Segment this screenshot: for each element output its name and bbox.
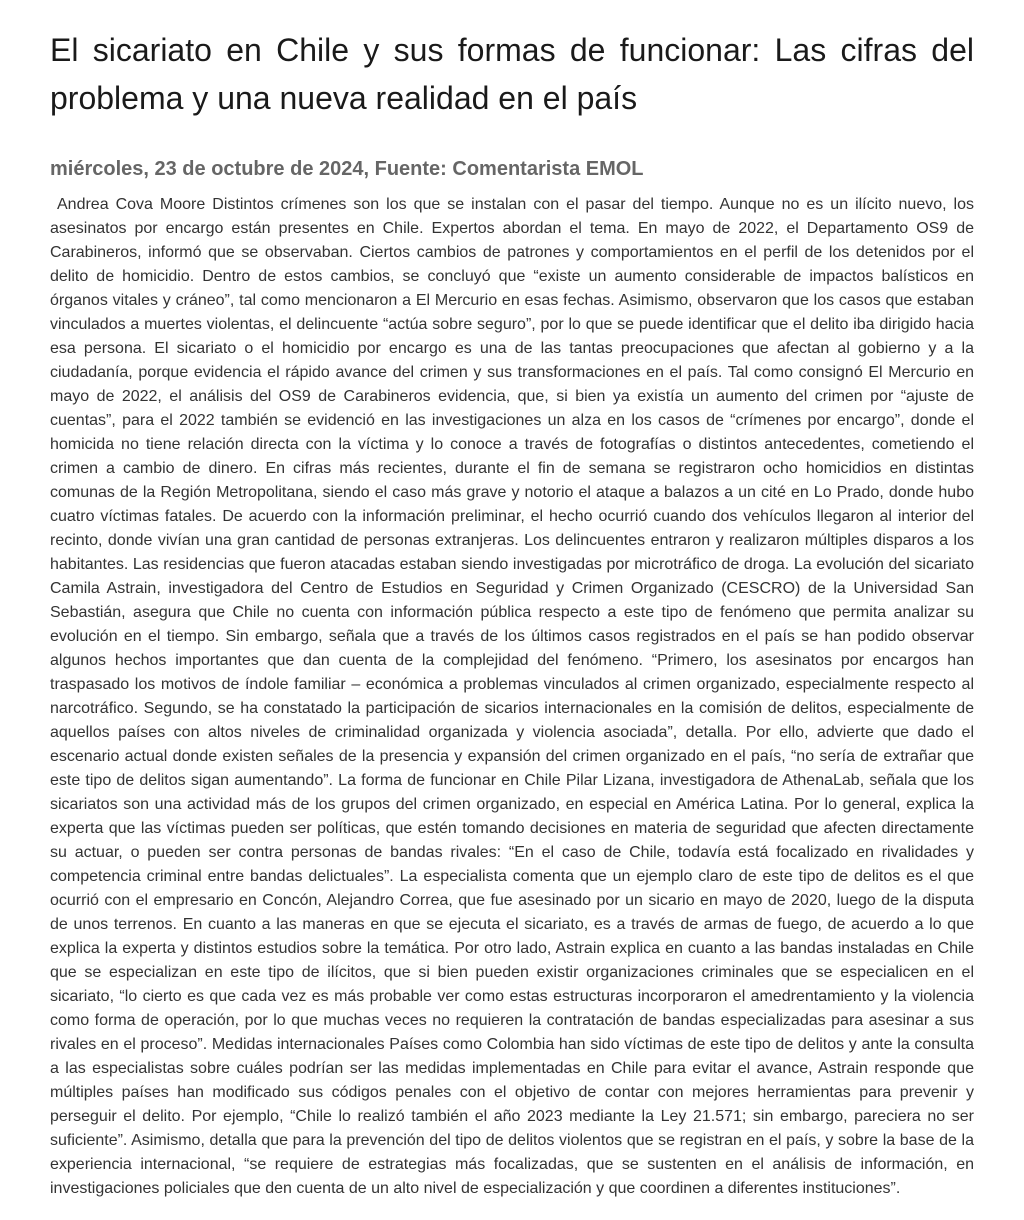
- article-meta: miércoles, 23 de octubre de 2024, Fuente: Comentarista EMOL: [50, 158, 644, 180]
- article-title: El sicariato en Chile y sus formas de funcionar: Las cifras del problema y una nueva realidad en el país: [50, 32, 974, 116]
- article-body: Andrea Cova Moore Distintos crímenes son los que se instalan con el pasar del tiempo. Aunque no es un ilícito nuevo, los asesinatos por encargo están presentes en Chile. Expertos abordan el tema. En mayo de 2022, el Departamento OS9 de Carabineros, informó que se observaban. Ciertos cambios de patrones y comportamientos en el perfil de los detenidos por el delito de homicidio. Dentro de estos cambios, se concluyó que “existe un aumento considerable de impactos balísticos en órganos vitales y cráneo”, tal como mencionaron a El Mercurio en esas fechas. Asimismo, observaron que los casos que estaban vinculados a muertes violentas, el delincuente “actúa sobre seguro”, por lo que se puede identificar que el delito iba dirigido hacia esa persona. El sicariato o el homicidio por encargo es una de las tantas preocupaciones que afectan al gobierno y a la ciudadanía, porque evidencia el rápido avance del crimen y sus transformaciones en el país. Tal como consignó El Mercurio en mayo de 2022, el análisis del OS9 de Carabineros evidencia, que, si bien ya existía un aumento del crimen por “ajuste de cuentas”, para el 2022 también se evidenció en las investigaciones un alza en los casos de “crímenes por encargo”, donde el homicida no tiene relación directa con la víctima y lo conoce a través de fotografías o distintos antecedentes, cometiendo el crimen a cambio de dinero. En cifras más recientes, durante el fin de semana se registraron ocho homicidios en distintas comunas de la Región Metropolitana, siendo el caso más grave y notorio el ataque a balazos a un cité en Lo Prado, donde hubo cuatro víctimas fatales. De acuerdo con la información preliminar, el hecho ocurrió cuando dos vehículos llegaron al interior del recinto, donde vivían una gran cantidad de personas extranjeras. Los delincuentes entraron y realizaron múltiples disparos a los habitantes. Las residencias que fueron atacadas estaban siendo investigadas por microtráfico de droga. La evolución del sicariato Camila Astrain, investigadora del Centro de Estudios en Seguridad y Crimen Organizado (CESCRO) de la Universidad San Sebastián, asegura que Chile no cuenta con información pública respecto a este tipo de fenómeno que permita analizar su evolución en el tiempo. Sin embargo, señala que a través de los últimos casos registrados en el país se han podido observar algunos hechos importantes que dan cuenta de la complejidad del fenómeno. “Primero, los asesinatos por encargos han traspasado los motivos de índole familiar – económica a problemas vinculados al crimen organizado, especialmente respecto al narcotráfico. Segundo, se ha constatado la participación de sicarios internacionales en la comisión de delitos, especialmente de aquellos países con altos niveles de criminalidad organizada y violencia asociada”, detalla. Por ello, advierte que dado el escenario actual donde existen señales de la presencia y expansión del crimen organizado en el país, “no sería de extrañar que este tipo de delitos sigan aumentando”. La forma de funcionar en Chile Pilar Lizana, investigadora de AthenaLab, señala que los sicariatos son una actividad más de los grupos del crimen organizado, en especial en América Latina. Por lo general, explica la experta que las víctimas pueden ser políticas, que estén tomando decisiones en materia de seguridad que afecten directamente su actuar, o pueden ser contra personas de bandas rivales: “En el caso de Chile, todavía está focalizado en rivalidades y competencia criminal entre bandas delictuales”. La especialista comenta que un ejemplo claro de este tipo de delitos es el que ocurrió con el empresario en Concón, Alejandro Correa, que fue asesinado por un sicario en mayo de 2020, luego de la disputa de unos terrenos. En cuanto a las maneras en que se ejecuta el sicariato, es a través de armas de fuego, de acuerdo a lo que explica la experta y distintos estudios sobre la temática. Por otro lado, Astrain explica en cuanto a las bandas instaladas en Chile que se especializan en este tipo de ilícitos, que si bien pueden existir organizaciones criminales que se especialicen en el sicariato, “lo cierto es que cada vez es más probable ver como estas estructuras incorporaron el amedrentamiento y la violencia como forma de operación, por lo que muchas veces no requieren la contratación de bandas especializadas para asesinar a sus rivales en el proceso”. Medidas internacionales Países como Colombia han sido víctimas de este tipo de delitos y ante la consulta a las especialistas sobre cuáles podrían ser las medidas implementadas en Chile para evitar el avance, Astrain responde que múltiples países han modificado sus códigos penales con el objetivo de contar con mejores herramientas para prevenir y perseguir el delito. Por ejemplo, “Chile lo realizó también el año 2023 mediante la Ley 21.571; sin embargo, pareciera no ser suficiente”. Asimismo, detalla que para la prevención del tipo de delitos violentos que se registran en el país, y sobre la base de la experiencia internacional, “se requiere de estrategias más focalizadas, que se sustenten en el análisis de información, en investigaciones policiales que den cuenta de un alto nivel de especialización y que coordinen a diferentes instituciones”.: [50, 196, 979, 1197]
